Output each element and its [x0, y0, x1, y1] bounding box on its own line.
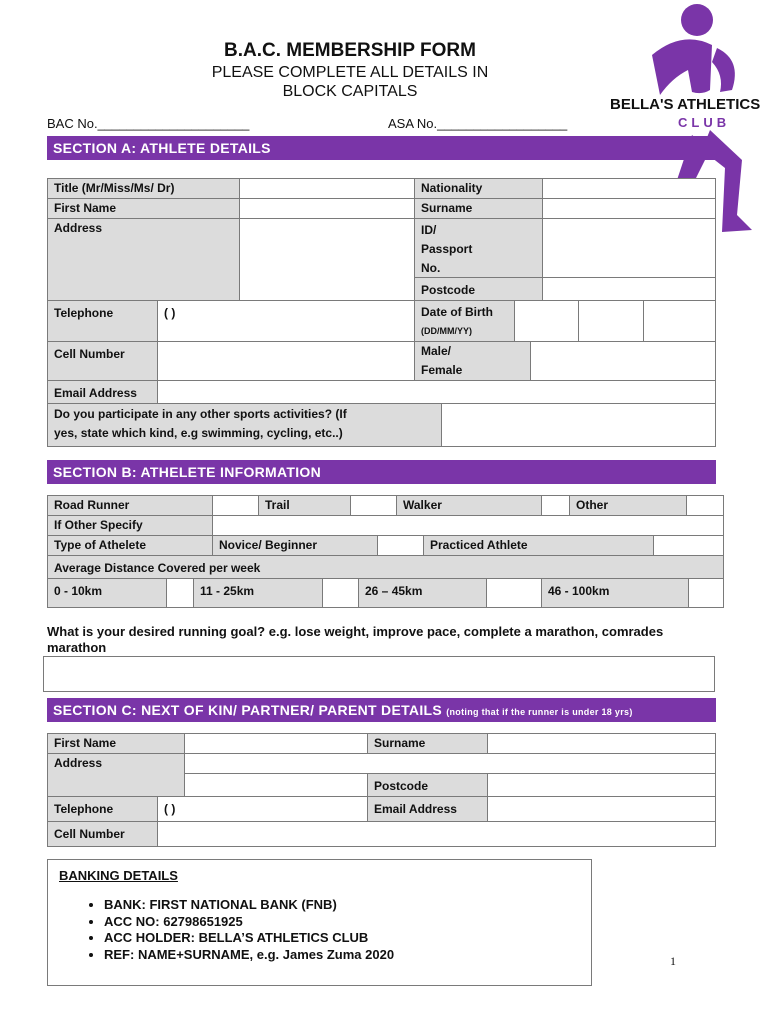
form-subtitle-1: PLEASE COMPLETE ALL DETAILS IN: [211, 64, 489, 81]
dob-year-input[interactable]: [643, 300, 716, 342]
gender-label-line1: Male/: [421, 344, 452, 358]
section-a-header: SECTION A: ATHLETE DETAILS: [47, 136, 716, 160]
address-input[interactable]: [239, 218, 415, 301]
dob-format: (DD/MM/YY): [421, 326, 472, 336]
account-holder: • ACC HOLDER: BELLA’S ATHLETICS CLUB: [104, 930, 591, 947]
walker-checkbox[interactable]: [541, 495, 570, 516]
email-label: Email Address: [47, 380, 158, 404]
trail-label: Trail: [258, 495, 351, 516]
surname-label: Surname: [414, 198, 543, 219]
distance-0-10-checkbox[interactable]: [166, 578, 194, 608]
dob-day-input[interactable]: [514, 300, 579, 342]
dob-label-text: Date of Birth: [421, 305, 493, 319]
other-sports-line1: Do you participate in any other sports activities? (If: [54, 407, 347, 421]
id-label: [414, 218, 543, 278]
first-name-input[interactable]: [239, 198, 415, 219]
other-type-label: Other: [569, 495, 687, 516]
section-c-note: (noting that if the runner is under 18 yrs): [446, 707, 633, 717]
kin-postcode-input[interactable]: [487, 773, 716, 797]
other-type-checkbox[interactable]: [686, 495, 724, 516]
gender-label: [414, 341, 531, 381]
avg-distance-label: Average Distance Covered per week: [47, 555, 724, 579]
first-name-label: First Name: [47, 198, 240, 219]
distance-26-45-checkbox[interactable]: [486, 578, 542, 608]
surname-input[interactable]: [542, 198, 716, 219]
account-number: • ACC NO: 62798651925: [104, 914, 591, 931]
id-label-line1: ID/: [421, 223, 437, 237]
kin-email-label: Email Address: [367, 796, 488, 822]
nationality-label: Nationality: [414, 178, 543, 199]
kin-email-input[interactable]: [487, 796, 716, 822]
title-label: Title (Mr/Miss/Ms/ Dr): [47, 178, 240, 199]
telephone-input[interactable]: ( ): [157, 300, 415, 342]
kin-first-name-label: First Name: [47, 733, 185, 754]
nationality-input[interactable]: [542, 178, 716, 199]
other-sports-input[interactable]: [441, 403, 716, 447]
distance-26-45-label: 26 – 45km: [358, 578, 487, 608]
form-title: B.A.C. MEMBERSHIP FORM: [224, 40, 476, 61]
practiced-label: Practiced Athlete: [423, 535, 654, 556]
section-c-title: SECTION C: NEXT OF KIN/ PARTNER/ PARENT DETAILS: [53, 702, 442, 718]
asa-number-field[interactable]: ASA No.__________________: [388, 116, 568, 131]
banking-list: [48, 897, 591, 963]
telephone-label: Telephone: [47, 300, 158, 342]
logo-club: CLUB: [678, 115, 731, 130]
banking-heading: BANKING DETAILS: [59, 868, 178, 883]
kin-postcode-label: Postcode: [367, 773, 488, 797]
dob-month-input[interactable]: [578, 300, 644, 342]
gender-label-line2: Female: [421, 363, 463, 377]
cell-number-input[interactable]: [157, 341, 415, 381]
other-sports-line2: yes, state which kind, e.g swimming, cycling, etc..): [54, 426, 343, 440]
kin-address-input[interactable]: [184, 753, 716, 774]
trail-checkbox[interactable]: [350, 495, 397, 516]
form-subtitle-2: BLOCK CAPITALS: [282, 83, 418, 100]
kin-surname-label: Surname: [367, 733, 488, 754]
other-sports-label: [47, 403, 442, 447]
email-input[interactable]: [157, 380, 716, 404]
kin-first-name-input[interactable]: [184, 733, 368, 754]
payment-reference: • REF: NAME+SURNAME, e.g. James Zuma 2020: [104, 947, 591, 964]
banking-details-box: [47, 859, 592, 986]
other-specify-input[interactable]: [212, 515, 724, 536]
kin-cell-label: Cell Number: [47, 821, 158, 847]
practiced-checkbox[interactable]: [653, 535, 724, 556]
postcode-input[interactable]: [542, 277, 716, 301]
kin-address-label: Address: [47, 753, 185, 797]
novice-checkbox[interactable]: [377, 535, 424, 556]
distance-11-25-checkbox[interactable]: [322, 578, 359, 608]
distance-0-10-label: 0 - 10km: [47, 578, 167, 608]
cell-number-label: Cell Number: [47, 341, 158, 381]
road-runner-checkbox[interactable]: [212, 495, 259, 516]
distance-46-100-label: 46 - 100km: [541, 578, 689, 608]
kin-telephone-label: Telephone: [47, 796, 158, 822]
id-input[interactable]: [542, 218, 716, 278]
postcode-label: Postcode: [414, 277, 543, 301]
bank-name: • BANK: FIRST NATIONAL BANK (FNB): [104, 897, 591, 914]
section-b-header: SECTION B: ATHELETE INFORMATION: [47, 460, 716, 484]
novice-label: Novice/ Beginner: [212, 535, 378, 556]
running-goal-input[interactable]: [43, 656, 715, 692]
gender-input[interactable]: [530, 341, 716, 381]
kin-cell-input[interactable]: [157, 821, 716, 847]
road-runner-label: Road Runner: [47, 495, 213, 516]
running-goal-question: What is your desired running goal? e.g. lose weight, improve pace, complete a marathon, comrades marathon: [47, 624, 664, 655]
dob-label: [414, 300, 515, 342]
walker-label: Walker: [396, 495, 542, 516]
athlete-type-label: Type of Athelete: [47, 535, 213, 556]
logo-name: BELLA'S ATHLETICS: [610, 96, 761, 113]
distance-11-25-label: 11 - 25km: [193, 578, 323, 608]
other-specify-label: If Other Specify: [47, 515, 213, 536]
kin-address-input-2[interactable]: [184, 773, 368, 797]
section-c-header: [47, 698, 716, 722]
kin-surname-input[interactable]: [487, 733, 716, 754]
page-number: 1: [670, 954, 676, 968]
title-input[interactable]: [239, 178, 415, 199]
address-label: Address: [47, 218, 240, 301]
id-label-line2: Passport: [421, 242, 473, 256]
distance-46-100-checkbox[interactable]: [688, 578, 724, 608]
bac-number-field[interactable]: BAC No._____________________: [47, 116, 250, 131]
kin-telephone-input[interactable]: ( ): [157, 796, 368, 822]
id-label-line3: No.: [421, 261, 441, 275]
